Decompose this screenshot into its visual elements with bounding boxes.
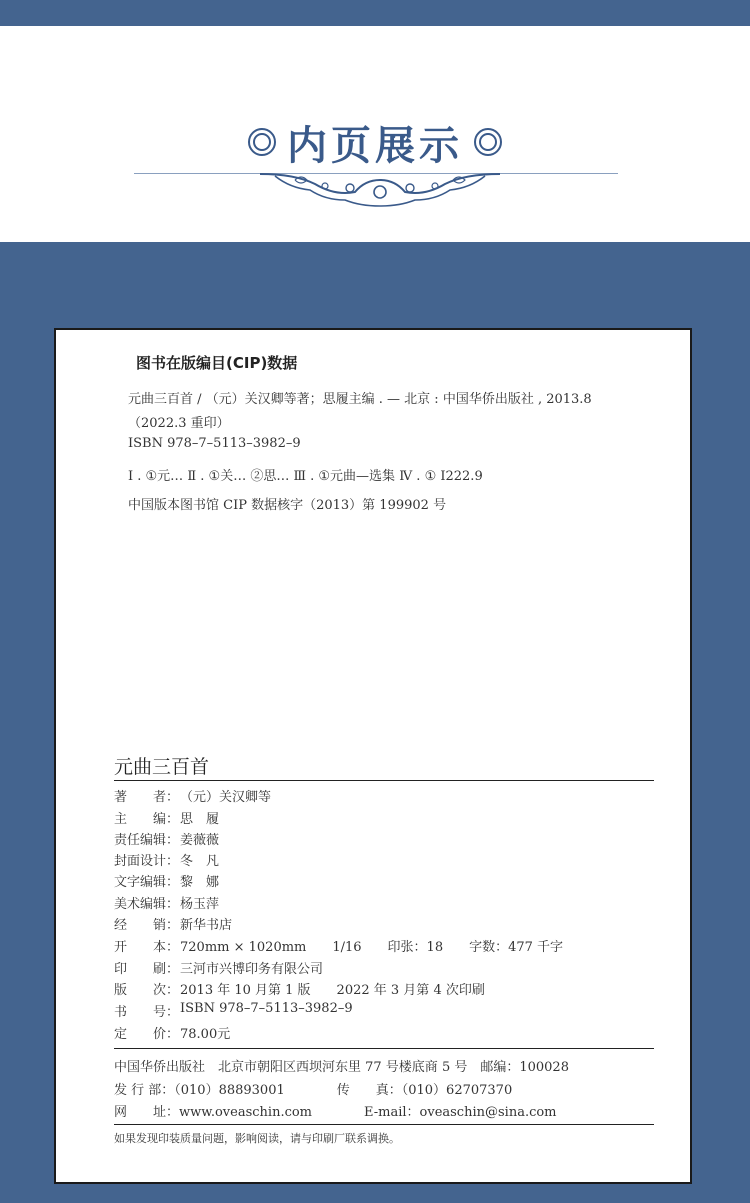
- info-label: 文字编辑：: [114, 875, 180, 890]
- info-value: 冬 凡: [180, 854, 220, 869]
- copyright-page: [54, 328, 692, 1184]
- divider: [114, 780, 654, 781]
- info-label: 版 次：: [114, 983, 180, 998]
- info-value: ISBN 978–7–5113–3982–9: [180, 1001, 353, 1016]
- left-circle-ornament-icon: [247, 127, 277, 157]
- cip-line: 中国版本图书馆 CIP 数据核字（2013）第 199902 号: [128, 498, 447, 513]
- section-header: [0, 112, 750, 172]
- publisher-web: 网 址：www.oveaschin.com E-mail：oveaschin@sina.com: [114, 1105, 557, 1120]
- right-circle-ornament-icon: [473, 127, 503, 157]
- info-label: 美术编辑：: [114, 897, 180, 912]
- info-value: 思 履: [180, 812, 220, 827]
- info-value: 新华书店: [180, 918, 233, 933]
- book-title: 元曲三百首: [114, 756, 210, 778]
- cloud-ornament-icon: [255, 166, 505, 210]
- info-value: 78.00元: [180, 1027, 231, 1042]
- info-label: 责任编辑：: [114, 833, 180, 848]
- info-label: 书 号：: [114, 1005, 180, 1020]
- page-title: 内页展示: [287, 122, 463, 169]
- cip-line: Ⅰ . ①元… Ⅱ . ①关… ②思… Ⅲ . ①元曲—选集 Ⅳ . ① I222.9: [128, 469, 483, 484]
- info-label: 开 本：: [114, 940, 180, 955]
- info-row: [114, 1001, 353, 1020]
- info-value: 2013 年 10 月第 1 版 2022 年 3 月第 4 次印刷: [180, 983, 485, 998]
- quality-notice: 如果发现印装质量问题，影响阅读，请与印刷厂联系调换。: [114, 1132, 400, 1145]
- info-label: 主 编：: [114, 812, 180, 827]
- publisher-address: 中国华侨出版社 北京市朝阳区西坝河东里 77 号楼底商 5 号 邮编：100028: [114, 1060, 569, 1075]
- info-row: [114, 893, 219, 912]
- info-value: 720mm × 1020mm 1/16 印张：18 字数：477 千字: [180, 940, 564, 955]
- info-row: [114, 786, 271, 805]
- info-row: [114, 958, 323, 977]
- cip-line: ISBN 978–7–5113–3982–9: [128, 436, 301, 451]
- info-label: 印 刷：: [114, 962, 180, 977]
- info-row: [114, 829, 219, 848]
- info-label: 封面设计：: [114, 854, 180, 869]
- info-value: 杨玉萍: [180, 897, 220, 912]
- info-value: 姜薇薇: [180, 833, 220, 848]
- info-label: 著 者：: [114, 790, 180, 805]
- info-row: [114, 936, 563, 955]
- info-row: [114, 850, 219, 869]
- info-value: 黎 娜: [180, 875, 220, 890]
- cip-line: （2022.3 重印）: [128, 416, 230, 431]
- info-row: [114, 914, 232, 933]
- info-row: [114, 1023, 230, 1042]
- divider: [114, 1048, 654, 1049]
- info-row: [114, 979, 485, 998]
- info-row: [114, 871, 219, 890]
- cip-heading: 图书在版编目(CIP)数据: [136, 354, 298, 372]
- cip-line: 元曲三百首 / （元）关汉卿等著；思履主编 . — 北京 : 中国华侨出版社 , 2013.8: [128, 392, 592, 407]
- top-band: [0, 0, 750, 26]
- info-row: [114, 808, 219, 827]
- info-value: 三河市兴博印务有限公司: [180, 962, 324, 977]
- info-label: 定 价：: [114, 1027, 180, 1042]
- info-label: 经 销：: [114, 918, 180, 933]
- publisher-phone: 发 行 部：（010）88893001 传 真：（010）62707370: [114, 1083, 513, 1098]
- info-value: （元）关汉卿等: [180, 790, 272, 805]
- divider: [114, 1124, 654, 1125]
